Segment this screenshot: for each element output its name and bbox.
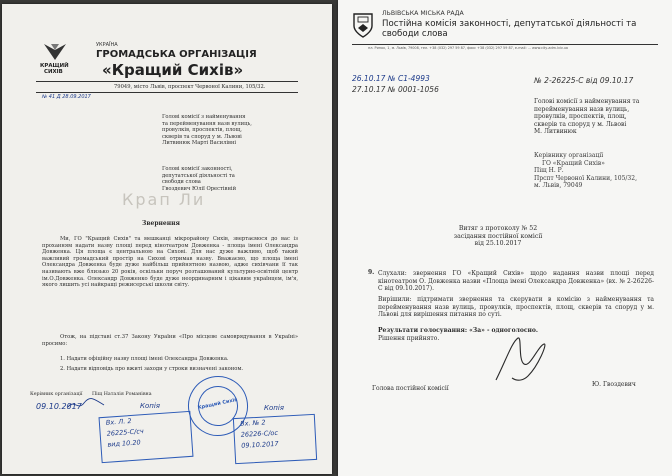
incoming-stamp-2-line: Вх. № 2 (239, 418, 266, 428)
handwritten-ref-1: 26.10.17 № С1-4993 (352, 74, 430, 83)
addressee-1-line: провулків, проспектів, площ, (162, 127, 242, 134)
handwritten-ref-2: 27.10.17 № 0001-1056 (352, 85, 439, 94)
incoming-stamp-2-line: 09.10.2017 (241, 439, 279, 450)
logo-line-2: СИХІВ (44, 68, 63, 75)
logo-text (40, 64, 69, 75)
incoming-stamp-1 (99, 411, 194, 463)
org-logo-icon (42, 42, 68, 62)
incoming-stamp-1-line: вид 10.20 (107, 438, 141, 449)
extract-heading (378, 225, 618, 248)
logo-line-1: КРАЩИЙ (40, 63, 69, 69)
law-reference: Отож, на підставі ст.37 Закону України «Про місцеве самоврядування в Україні» просимо: (42, 334, 298, 347)
addressee-1-line: М. Литвинюк (534, 128, 577, 136)
header-divider-2 (36, 92, 298, 93)
org-type: ГРОМАДСЬКА ОРГАНІЗАЦІЯ (96, 49, 257, 60)
coat-of-arms-icon (352, 12, 374, 38)
org-country: УКРАЇНА (96, 42, 118, 48)
decision-accepted: Рішення прийнято. (378, 335, 440, 342)
addressee-1-line: Литвинюк Марті Василівні (162, 140, 237, 147)
contacts-line: пл. Ринок, 1, м. Львів, 79008, тел. +38 (032) 297 59 87, факс +38 (032) 297 59 87, е-mail: ... www.city-adm.lviv.ua (368, 46, 568, 50)
addressee-1 (534, 98, 664, 136)
copy-label-1: Копія (140, 402, 160, 410)
org-address: 79049, місто Львів, проспект Червоної Калини, 105/32. (114, 84, 266, 90)
handwritten-date: 09.10.2017 (36, 402, 82, 411)
addressee-2-line: свободи слова (162, 179, 201, 186)
letter-body: Ми, ГО "Кращий Сихів" та мешканці мікрорайону Сихів, звертаємося до вас із проханням надати назву площі перед кінотеатром Довженка - площа імені Олександра Довженка. Ця площа є центральною на Сихові. Для нас дуже важливо, щоб такий важливий громадський простір на Сихові отримав назву. Вважаємо, що площа імені Олександра Довженка буде дуже найбільш прийнятною назвою, адже сихівчани її так називають вже близько 20 років, оскільки поруч розташований культурно-освітній центр ім.О.Довженка. Олександр Довженко буде дуже неординарним і цікавим українцем, ім'я, якого лишить усі найкращі режисерські школи світу. (42, 236, 298, 289)
extract-subtitle: засідання постійної комісії (453, 232, 543, 240)
head-signature-icon (488, 330, 558, 386)
addressee-1 (162, 114, 312, 147)
request-item: 1. Надати офіційну назву площі імені Олександра Довженка. (60, 356, 229, 362)
head-name: Ю. Гвоздевич (592, 381, 636, 388)
extract-date: від 25.10.2017 (474, 240, 522, 248)
addressee-1-line: скверів та споруд у м. Львові (534, 120, 627, 128)
decided-paragraph: Вирішили: підтримати звернення та скерувати в комісію з найменування та перейменування назв вулиць, провулків, проспектів, площ, скверів та споруд у м. Львові для вирішення питання по суті. (378, 296, 654, 319)
addressee-2-line: ГО «Кращий Сихів» (542, 159, 605, 167)
faded-heading: Крап Ли (122, 190, 206, 209)
heard-paragraph: Слухали: звернення ГО «Кращий Сихів» щодо надання назви площі перед кінотеатром О. Довженка назви «Площа імені Олександра Довженка» (вх. № 2-26226-С від 09.10.2017). (378, 270, 654, 293)
letter-title: Звернення (142, 220, 180, 227)
council-name: ЛЬВІВСЬКА МІСЬКА РАДА (382, 10, 464, 17)
addressee-2-line: Гвоздевич Юлії Орестівній (162, 185, 237, 192)
extract-title: Витяг з протоколу № 52 (458, 225, 538, 232)
handwritten-ref-3: № 2-26225-С від 09.10.17 (534, 76, 634, 85)
addressee-2-line: Прспт Червоної Калини, 105/32, (534, 174, 637, 182)
addressee-2-line: Піщ Н. Р. (534, 167, 564, 175)
left-letter-page (2, 4, 332, 474)
addressee-2-line: депутатської діяльності та (162, 172, 235, 179)
right-extract-page (338, 0, 672, 476)
signature-scribble-icon (66, 397, 106, 411)
addressee-1-line: Голові комісії з найменування (162, 114, 246, 120)
commission-name: Постійна комісія законності, депутатської діяльності та свободи слова (382, 19, 637, 39)
incoming-stamp-1-line: Вх. Л. 2 (105, 416, 132, 427)
addressee-2-line: Голові комісії законності, (162, 166, 233, 172)
addressee-1-line: та перейменування назв вулиць, (162, 120, 252, 127)
request-item: 2. Надати відповідь про вжиті заходи у строки визначені законом. (60, 365, 244, 372)
item-number: 9. (368, 269, 375, 276)
addressee-2-line: м. Львів, 79049 (534, 182, 583, 190)
addressee-1-line: перейменування назв вулиць, (534, 105, 630, 113)
copy-label-2: Копія (264, 404, 284, 412)
addressee-2-line: Керівнику організації (534, 152, 604, 159)
header-divider (352, 44, 658, 45)
addressee-1-line: Голові комісії з найменування та (534, 98, 640, 105)
header-divider (36, 81, 298, 82)
org-name: «Кращий Сихів» (102, 61, 244, 79)
addressee-1-line: скверів та споруд у м. Львові (162, 133, 242, 140)
addressee-2 (162, 166, 312, 192)
signature-label: Керівник організації (30, 392, 83, 397)
ref-line: № 41 Д 28.09.2017 (42, 94, 91, 100)
incoming-stamp-2 (233, 414, 317, 464)
incoming-stamp-2-line: 26226-С/ос (240, 428, 279, 439)
signature-name: Піщ Наталія Романівна (92, 392, 152, 397)
incoming-stamp-1-line: 26225-С/сч (106, 427, 145, 438)
requests-list (60, 356, 300, 372)
head-label: Голова постійної комісії (372, 385, 449, 392)
addressee-2 (534, 152, 668, 190)
stamp-text: Кращий Сихів (197, 396, 239, 412)
addressee-1-line: провулків, проспектів, площ, (534, 113, 627, 121)
vote-result: Результати голосування: «За» - одноголосно. (378, 327, 538, 334)
